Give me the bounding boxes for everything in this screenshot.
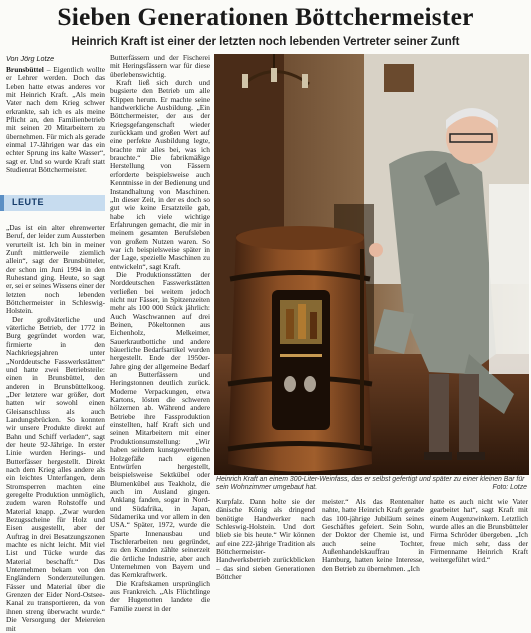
paragraph: „Das ist ein alter ehrenwerter Beruf, der leider zum Aussterben verurteilt ist. Ich bin in meiner Zunft mittlerweile ziemlich allein“, sagt der Brunsbütteler, der schon im Juni 1994 in den Ruhestand ging. Heute, so sagt er, sei er seines Wissens einer der letzten noch lebenden Böttchermeister in Schleswig-Holstein. bbox=[6, 223, 105, 316]
wine-barrel bbox=[228, 226, 372, 472]
section-label-box bbox=[0, 195, 105, 211]
section-label: LEUTE bbox=[12, 197, 45, 207]
paragraph: meister.“ Als das Rentenalter nahte, hatte Heinrich Kraft gerade das 100-jährige Jubiläum seines Geschäftes gefeiert. Sein Sohn, der Doktor der Chemie ist, und auch seine Tochter, Außenhandelskauffrau in Hamburg, hatten keine Interesse, den Betrieb zu übernehmen. „Ich bbox=[322, 497, 424, 573]
photo-credit: Foto: Lotze bbox=[492, 484, 527, 491]
paragraph: Die Produktionsstätten der Norddeutschen Fasswerkstätten verließen bei weitem jedoch nicht nur Fässer, in Spitzenzeiten mehr als 100 000 Stück jährlich: Auch Waschwannen auf drei Beinen, Pökeltonnen aus Eichenholz, Melkeimer, Sauerkrautbottiche und andere bäuerliche Bedarfsartikel wurden hergestellt. Ende der 1950er-Jahre ging der allgemeine Bedarf an Butterfässern und Heringstonnen deutlich zurück. Moderne Verpackungen, etwa Kartons, lösten die schweren hölzernen ab. Während andere Betriebe ihre Fassproduktion einstellten, half Kraft sich und seinen Mitarbeitern mit einer Produktionsumstellung: „Wir haben seitdem kunstgewerbliche Holzgefäße nach eigenen Entwürfen hergestellt, beispielsweise Sektkübel oder Blumenkübel aus Teakholz, die auch im Ausland gingen. Anklang fanden, sogar in Nord- und Südafrika, in Japan, Südamerika und vor allem in den USA.“ Später, 1972, wurde die Sparte Innenausbau und Tischlerarbeiten neu gegründet, zu den Kunden zählte seinerzeit die örtliche Industrie, aber auch Unternehmen von Bayern und das Kernkraftwerk. bbox=[110, 269, 210, 580]
article-column-3-bottom bbox=[216, 498, 315, 598]
photo-illustration bbox=[214, 54, 529, 475]
subheadline: Heinrich Kraft ist einer der letzten noch lebenden Vertreter seiner Zunft bbox=[71, 36, 460, 48]
paragraph: Die Kraftskamen ursprünglich aus Frankreich. „Als Flüchtlinge der Hugenotten landete die Familie zuerst in der bbox=[110, 578, 210, 613]
paragraph: Butterfässern und der Fischerei mit Heringsfässern war für diese überlebenswichtig. bbox=[110, 53, 210, 79]
article-column-5 bbox=[430, 498, 528, 598]
photo-caption: Heinrich Kraft an einem 300-Liter-Weinfass, das er selbst gefertigt und später zu einer kleinen Bar für sein Wohnzimmer umgebaut hat. bbox=[216, 476, 525, 492]
paragraph: hatte es auch nicht wie Vater gearbeitet hat“, sagt Kraft mit einem Augenzwinkern. Letztlich wurde alles an die Brunsbütteler Firma Schröder übergeben. „Ich freue mich sehr, dass der Firmenname Heinrich Kraft weitergeführt wird.“ bbox=[430, 497, 528, 565]
byline: Von Jörg Lotze bbox=[6, 54, 55, 63]
article-photo bbox=[214, 54, 529, 475]
article-column-2 bbox=[110, 53, 210, 613]
paragraph: Der großväterliche und väterliche Betrieb, der 1772 in Burg gegründet worden war, firmierte in den Nachkriegsjahren unter „Norddeutsche Fasswerkstätten“ und hatte zwei Betriebsteile: einen in Brunsbüttel, den anderen in Brunsbüttelkoog. „Der letztere war größer, dort hatten wir sowohl einen Gleisanschluss als auch Landungsbrücken. So konnten wir unsere Produkte direkt auf Bahn und Schiff verladen“, sagt der heute 92-Jährige. In erster Linie wurden Herings- und Butterfässer hergestellt. Direkt nach dem Krieg alles andere als ein leichtes Unterfangen, denn Stromsperren machten eine geregelte Produktion unmöglich, zudem waren Rohstoffe und Material knapp. „Zwar wurden Bezugsscheine für Holz und Eisen ausgestellt, aber der Auftrag in drei Besatzungszonen machte es nicht leicht. Mit viel List und Tücke wurde das Material beschafft.“ Das Unternehmen bekam von den Engländern Sonderzuteilungen. Fässer und Material über die Grenzen der Eider Nord-Ostsee-Kanal zu transportieren, da von ihnen streng überwacht wurde.“ Die Versorgung der Meiereien mit bbox=[6, 314, 105, 633]
article-intro bbox=[6, 66, 105, 192]
wall-frame bbox=[384, 64, 414, 92]
headline: Sieben Generationen Böttchermeister bbox=[57, 2, 474, 31]
article-column-1 bbox=[6, 223, 105, 633]
intro-text: – Eigentlich wollte er Lehrer werden. Doch das Leben hatte etwas anderes vor mit Heinrich Kraft. „Als mein Vater nach dem Krieg schwer erkrankte, sah ich es als meine Pflicht an, den Familienbetrieb mit seinen 20 Mitarbeitern zu übernehmen. Für mich als gerade einmal 17-Jährigen war das ein echter Sprung ins kalte Wasser“, sagt er. Und so wurde Kraft statt Studienrat Böttchermeister. bbox=[6, 65, 105, 175]
paragraph: Kurpfalz. Dann holte sie der dänische König als dringend benötigte Handwerker nach Schleswig-Holstein. Und dort blieb sie bis heute.“ Wir können auf eine 222-jährige Tradition als Böttchermeister-Handwerksbetrieb zurückblicken – das sind sieben Generationen Böttcher bbox=[216, 497, 315, 582]
dateline: Brunsbüttel bbox=[6, 65, 44, 74]
article-column-4 bbox=[322, 498, 424, 598]
paragraph: Kraft ließ sich durch und bugsierte den Betrieb um alle Klippen herum. Er machte seine handwerkliche Ausbildung. „Ein Böttchermeister, der aus der Kriegsgefangenschaft wieder zurückkam und großen Wert auf eine perfekte Ausbildung legte, brachte mir alles bei, was ich brauchte.“ Die fabrikmäßige Herstellung von Fässern erforderte beispielsweise auch Kenntnisse in der Bedienung und Instandhaltung von Maschinen. „In dieser Zeit, in der es doch so gut wie keine Ersatzteile gab, habe ich viele wichtige Erfahrungen gemacht, die mir in meinem gesamten Berufsleben von großem Nutzen waren. So war ich beispielsweise später in der Lage, spezielle Maschinen zu entwickeln“, sagt Kraft. bbox=[110, 78, 210, 271]
